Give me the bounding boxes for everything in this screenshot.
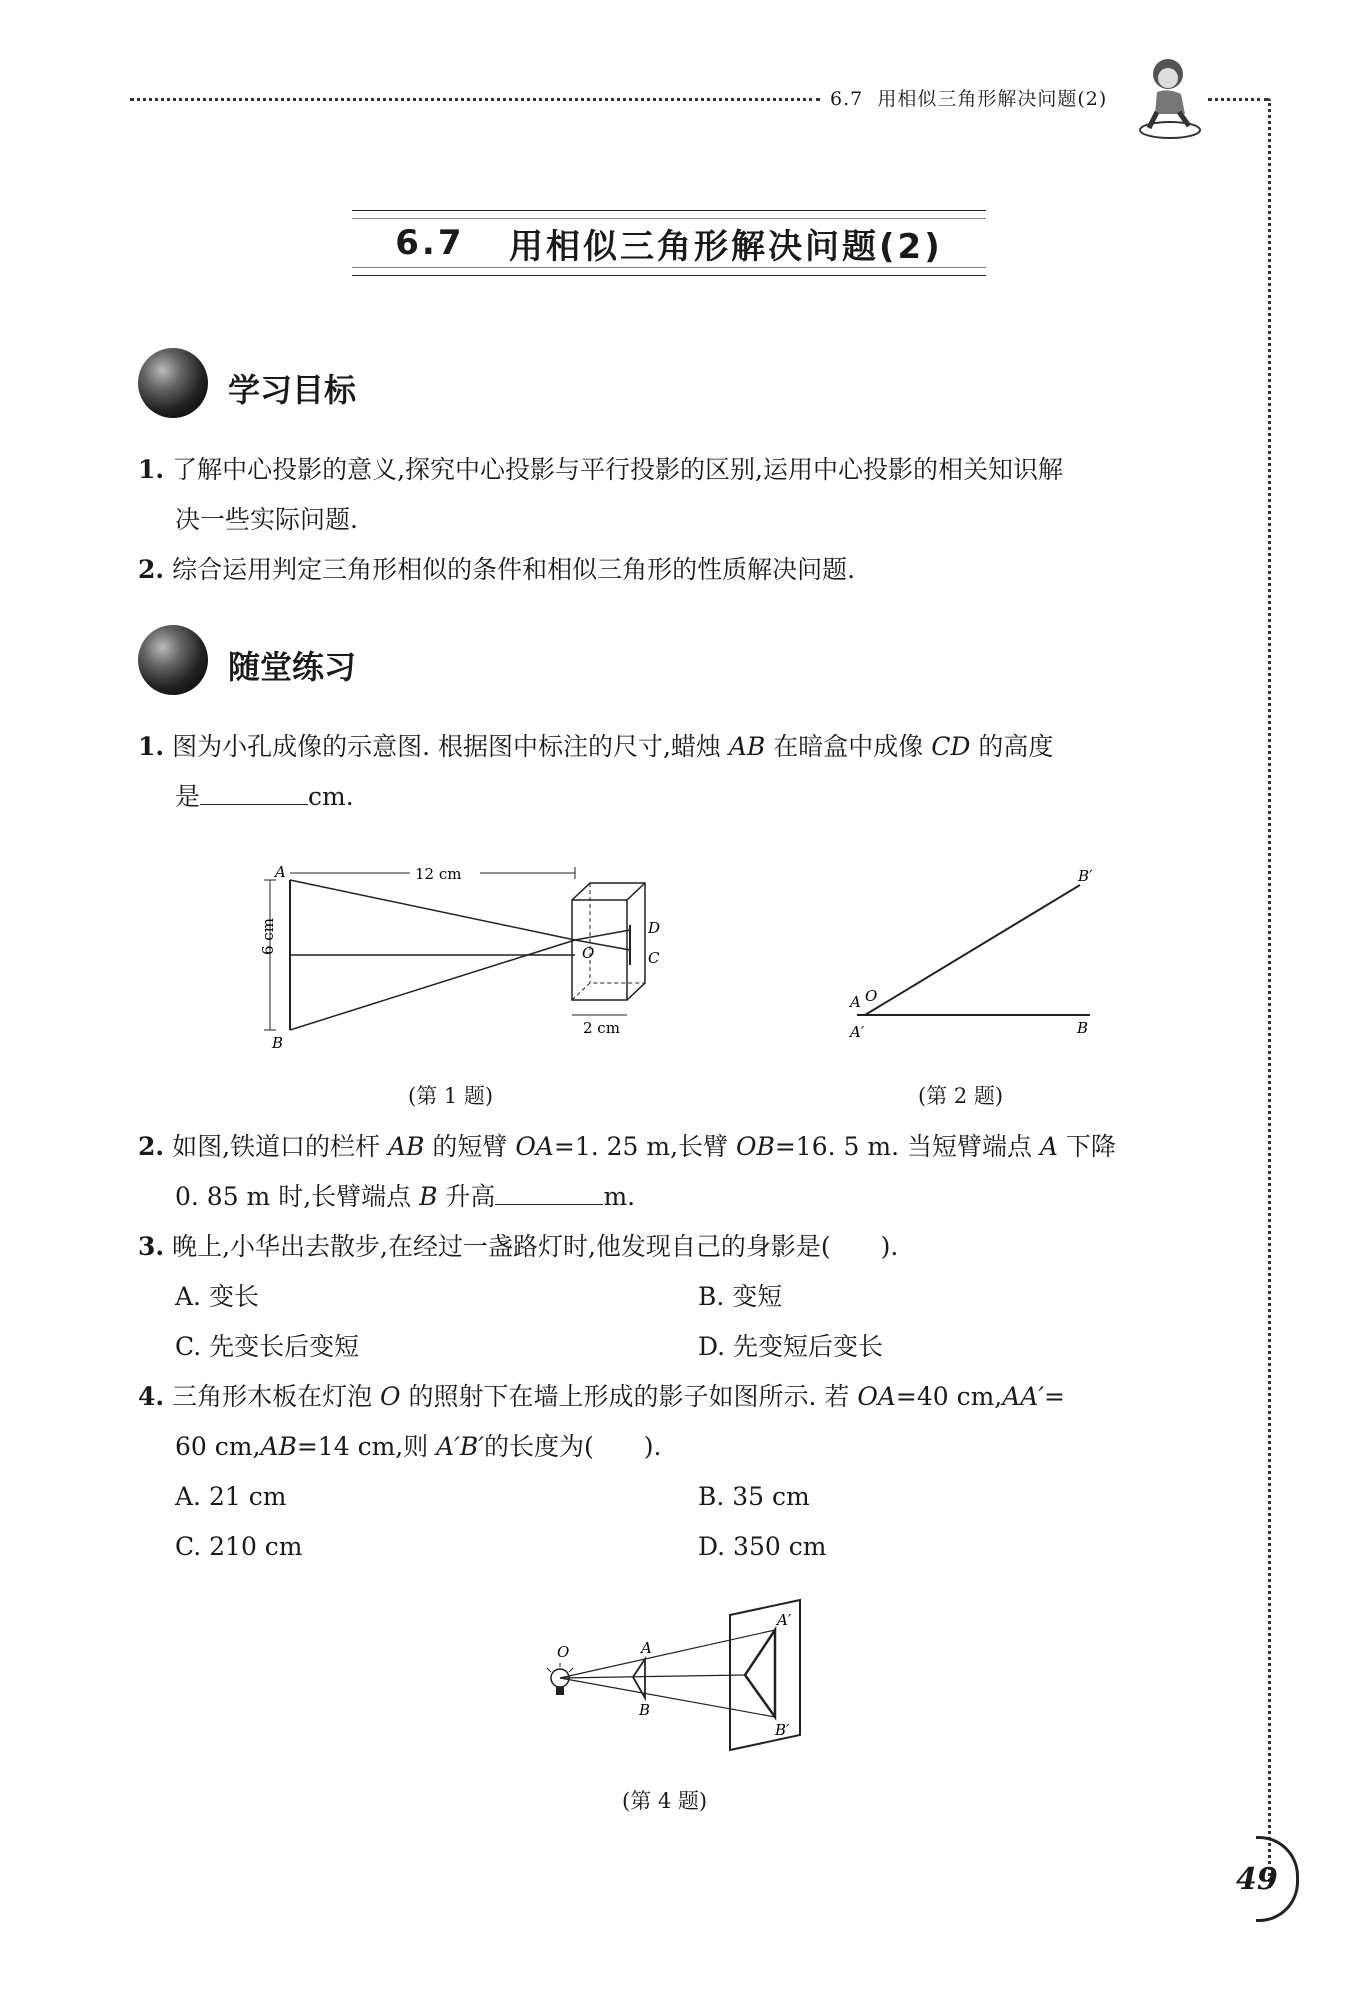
header-rule-left	[130, 98, 820, 101]
q3-option-b[interactable]: B. 变短	[698, 1282, 783, 1311]
header-running-title: 用相似三角形解决问题(2)	[877, 88, 1108, 110]
mascot-icon	[1135, 52, 1205, 142]
fig2-label-B: B	[1077, 1019, 1089, 1037]
figure-2-barrier	[835, 855, 1095, 1055]
question-4: 4. 三角形木板在灯泡 O 的照射下在墙上形成的影子如图所示. 若 OA=40 cm,AA′=	[138, 1382, 1065, 1411]
fig2-label-Aprime: A′	[850, 1023, 865, 1041]
side-dotted-border	[1268, 98, 1271, 1888]
goal-item-1-cont: 决一些实际问题.	[175, 505, 358, 534]
q3-option-d[interactable]: D. 先变短后变长	[698, 1332, 884, 1361]
fig4-label-B: B	[639, 1701, 651, 1719]
figure-1-caption: (第 1 题)	[408, 1084, 494, 1108]
fig1-label-O: O	[582, 944, 595, 962]
answer-blank[interactable]	[495, 1184, 603, 1205]
fig2-label-O: O	[865, 987, 878, 1005]
section-title-practice: 随堂练习	[228, 648, 357, 686]
fig2-label-A: A	[850, 993, 861, 1011]
question-1-cont: 是 cm.	[175, 782, 354, 811]
q4-option-d[interactable]: D. 350 cm	[698, 1532, 827, 1561]
figure-1-pinhole	[250, 855, 680, 1055]
q3-option-a[interactable]: A. 变长	[175, 1282, 259, 1311]
running-header	[830, 84, 1107, 111]
fig1-dist-label: 12 cm	[415, 865, 462, 883]
header-rule-right	[1208, 98, 1268, 101]
title-text: 用相似三角形解决问题(2)	[509, 226, 943, 267]
header-section-number: 6.7	[830, 88, 864, 110]
section-title-goals: 学习目标	[228, 371, 357, 409]
question-3: 3. 晚上,小华出去散步,在经过一盏路灯时,他发现自己的身影是( ).	[138, 1232, 899, 1261]
fig4-label-Aprime: A′	[777, 1611, 792, 1629]
question-2: 2. 如图,铁道口的栏杆 AB 的短臂 OA=1. 25 m,长臂 OB=16. 5 m. 当短臂端点 A 下降	[138, 1132, 1116, 1161]
question-4-cont: 60 cm,AB=14 cm,则 A′B′的长度为( ).	[175, 1432, 662, 1461]
fig1-label-C: C	[648, 949, 660, 967]
fig1-depth-label: 2 cm	[583, 1019, 620, 1037]
q4-option-a[interactable]: A. 21 cm	[175, 1482, 287, 1511]
figure-4-shadow	[535, 1595, 825, 1755]
goal-item-1: 1. 了解中心投影的意义,探究中心投影与平行投影的区别,运用中心投影的相关知识解	[138, 455, 1063, 484]
fig1-label-B: B	[272, 1034, 284, 1052]
fig4-label-A: A	[641, 1639, 652, 1657]
q4-option-c[interactable]: C. 210 cm	[175, 1532, 303, 1561]
figure-2-caption: (第 2 题)	[918, 1084, 1004, 1108]
fig2-label-Bprime: B′	[1078, 867, 1093, 885]
fig1-height-label: 6 cm	[259, 918, 277, 955]
question-1: 1. 图为小孔成像的示意图. 根据图中标注的尺寸,蜡烛 AB 在暗盒中成像 CD 的高度	[138, 732, 1054, 761]
lesson-title	[352, 210, 986, 276]
question-2-cont: 0. 85 m 时,长臂端点 B 升高 m.	[175, 1182, 636, 1211]
section-bullet-icon	[138, 348, 208, 418]
q3-option-c[interactable]: C. 先变长后变短	[175, 1332, 360, 1361]
title-number: 6.7	[395, 223, 465, 263]
fig4-label-O: O	[557, 1643, 570, 1661]
fig1-label-D: D	[648, 919, 661, 937]
answer-blank[interactable]	[200, 784, 308, 805]
goal-item-2: 2. 综合运用判定三角形相似的条件和相似三角形的性质解决问题.	[138, 555, 856, 584]
fig4-label-Bprime: B′	[775, 1721, 790, 1739]
figure-4-caption: (第 4 题)	[622, 1789, 708, 1813]
q4-option-b[interactable]: B. 35 cm	[698, 1482, 810, 1511]
fig1-label-A: A	[275, 863, 286, 881]
page-number: 49	[1236, 1862, 1278, 1897]
section-bullet-icon	[138, 625, 208, 695]
